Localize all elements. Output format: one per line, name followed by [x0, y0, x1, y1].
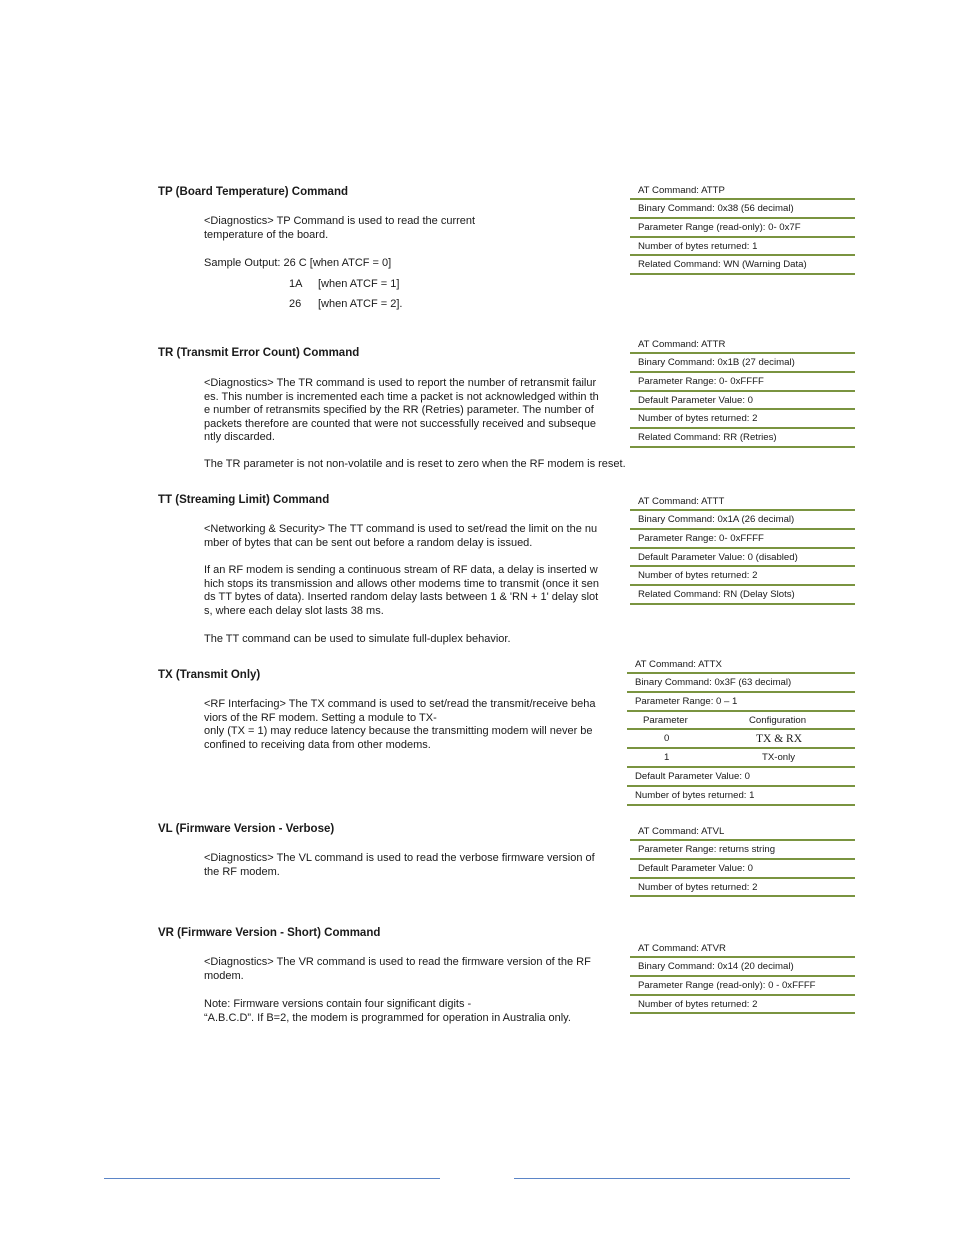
- table-row: Parameter Range: returns string: [630, 841, 855, 860]
- table-row: Parameter Range (read-only): 0- 0x7F: [630, 219, 855, 238]
- tp-command-table: [630, 182, 855, 275]
- table-row: AT Command: ATVR: [630, 940, 855, 958]
- tp-description: [204, 215, 475, 242]
- table-row: Binary Command: 0x1B (27 decimal): [630, 354, 855, 373]
- vl-description: [204, 852, 595, 879]
- tt-description: [204, 523, 597, 550]
- table-row: Number of bytes returned: 1: [630, 238, 855, 257]
- table-row: Parameter Range: 0- 0xFFFF: [630, 373, 855, 392]
- tt-line: s, where each delay slot lasts 38 ms.: [204, 604, 384, 617]
- tt-line: mber of bytes that can be sent out before a random delay is issued.: [204, 536, 533, 549]
- config-value: TX-only: [762, 752, 796, 764]
- vr-note-line: “A.B.C.D”. If B=2, the modem is programmed for operation in Australia only.: [204, 1011, 571, 1024]
- table-row: Parameter Range: 0 – 1: [627, 693, 855, 712]
- tt-command-table: [630, 493, 855, 605]
- tp-line: temperature of the board.: [204, 228, 329, 241]
- vr-note-line: Note: Firmware versions contain four significant digits -: [204, 998, 472, 1010]
- footer-rule-right: [514, 1178, 850, 1179]
- tx-line: confined to receiving data from other modems.: [204, 738, 431, 751]
- param-value: 1: [664, 752, 670, 764]
- table-row: Parameter Range: 0- 0xFFFF: [630, 530, 855, 549]
- tx-line: viors of the RF modem. Setting a module to TX-: [204, 711, 437, 724]
- table-row: Default Parameter Value: 0: [630, 860, 855, 879]
- table-row: Binary Command: 0x3F (63 decimal): [627, 674, 855, 693]
- table-row: Default Parameter Value: 0: [627, 768, 855, 787]
- config-column-header: Configuration: [749, 714, 807, 726]
- tx-heading: TX (Transmit Only): [158, 669, 261, 681]
- table-row: [627, 749, 855, 768]
- table-row: Related Command: RN (Delay Slots): [630, 586, 855, 605]
- table-row: Number of bytes returned: 2: [630, 996, 855, 1015]
- table-row: AT Command: ATTT: [630, 493, 855, 511]
- tt-description-2: [204, 564, 599, 618]
- table-row: [627, 730, 855, 749]
- tt-line: <Networking & Security> The TT command is used to set/read the limit on the nu: [204, 523, 598, 535]
- vl-command-table: [630, 823, 855, 897]
- tr-description: [204, 377, 599, 445]
- table-row: Binary Command: 0x1A (26 decimal): [630, 511, 855, 530]
- tr-line: packets therefore are counted that were not successfully received and subseque: [204, 417, 596, 430]
- vl-heading: VL (Firmware Version - Verbose): [158, 823, 335, 835]
- table-row: Default Parameter Value: 0: [630, 392, 855, 411]
- tp-sample-value: 26: [289, 298, 302, 310]
- table-row: Number of bytes returned: 2: [630, 410, 855, 429]
- tr-line: e number of retransmits specified by the RR (Retries) parameter. The number of: [204, 404, 594, 416]
- table-row: Number of bytes returned: 2: [630, 879, 855, 898]
- table-row: Related Command: WN (Warning Data): [630, 256, 855, 275]
- vr-command-table: [630, 940, 855, 1014]
- tt-note: The TT command can be used to simulate full-duplex behavior.: [204, 633, 511, 645]
- table-row: Related Command: RR (Retries): [630, 429, 855, 448]
- vr-line: <Diagnostics> The VR command is used to read the firmware version of the RF: [204, 956, 591, 968]
- table-row: Number of bytes returned: 1: [627, 787, 855, 806]
- tp-sample-note: [when ATCF = 2].: [318, 298, 403, 310]
- tr-heading: TR (Transmit Error Count) Command: [158, 347, 360, 359]
- table-row: AT Command: ATTP: [630, 182, 855, 200]
- vl-line: the RF modem.: [204, 865, 280, 878]
- tr-line: <Diagnostics> The TR command is used to report the number of retransmit failur: [204, 377, 597, 389]
- tp-sample-output: Sample Output: 26 C [when ATCF = 0]: [204, 257, 392, 269]
- vr-note: [204, 998, 571, 1025]
- tt-line: ds TT bytes of data). Inserted random delay lasts between 1 & 'RN + 1' delay slot: [204, 591, 599, 603]
- tx-command-table: [627, 656, 855, 806]
- tp-sample-value: 1A: [289, 278, 303, 290]
- param-column-header: Parameter: [643, 714, 688, 726]
- tx-line: <RF Interfacing> The TX command is used to set/read the transmit/receive beha: [204, 698, 596, 710]
- table-row: Default Parameter Value: 0 (disabled): [630, 549, 855, 568]
- tr-line: ntly discarded.: [204, 431, 275, 443]
- table-row: Parameter Range (read-only): 0 - 0xFFFF: [630, 977, 855, 996]
- table-header-row: [627, 712, 855, 731]
- table-row: AT Command: ATTX: [627, 656, 855, 674]
- table-row: Number of bytes returned: 2: [630, 567, 855, 586]
- table-row: Binary Command: 0x38 (56 decimal): [630, 200, 855, 219]
- tt-heading: TT (Streaming Limit) Command: [158, 494, 330, 506]
- vr-line: modem.: [204, 969, 244, 982]
- vr-heading: VR (Firmware Version - Short) Command: [158, 927, 381, 939]
- table-row: AT Command: ATTR: [630, 336, 855, 354]
- table-row: AT Command: ATVL: [630, 823, 855, 841]
- tt-line: hich stops its transmission and allows other modems time to transmit (once it sen: [204, 577, 599, 590]
- tr-line: es. This number is incremented each time a packet is not acknowledged within th: [204, 390, 599, 403]
- vr-description: [204, 956, 591, 983]
- tx-description: [204, 698, 596, 752]
- config-value: TX & RX: [756, 733, 802, 746]
- tp-line: <Diagnostics> TP Command is used to read the current: [204, 215, 476, 227]
- tp-sample-note: [when ATCF = 1]: [318, 278, 400, 290]
- tp-heading: TP (Board Temperature) Command: [158, 186, 348, 198]
- vl-line: <Diagnostics> The VL command is used to read the verbose firmware version of: [204, 852, 595, 864]
- tx-line: only (TX = 1) may reduce latency because the transmitting modem will never be: [204, 725, 593, 737]
- tr-note: The TR parameter is not non-volatile and is reset to zero when the RF modem is reset.: [204, 458, 626, 470]
- footer-rule-left: [104, 1178, 440, 1179]
- param-value: 0: [664, 733, 670, 745]
- table-row: Binary Command: 0x14 (20 decimal): [630, 958, 855, 977]
- tt-line: If an RF modem is sending a continuous stream of RF data, a delay is inserted w: [204, 564, 598, 576]
- tr-command-table: [630, 336, 855, 448]
